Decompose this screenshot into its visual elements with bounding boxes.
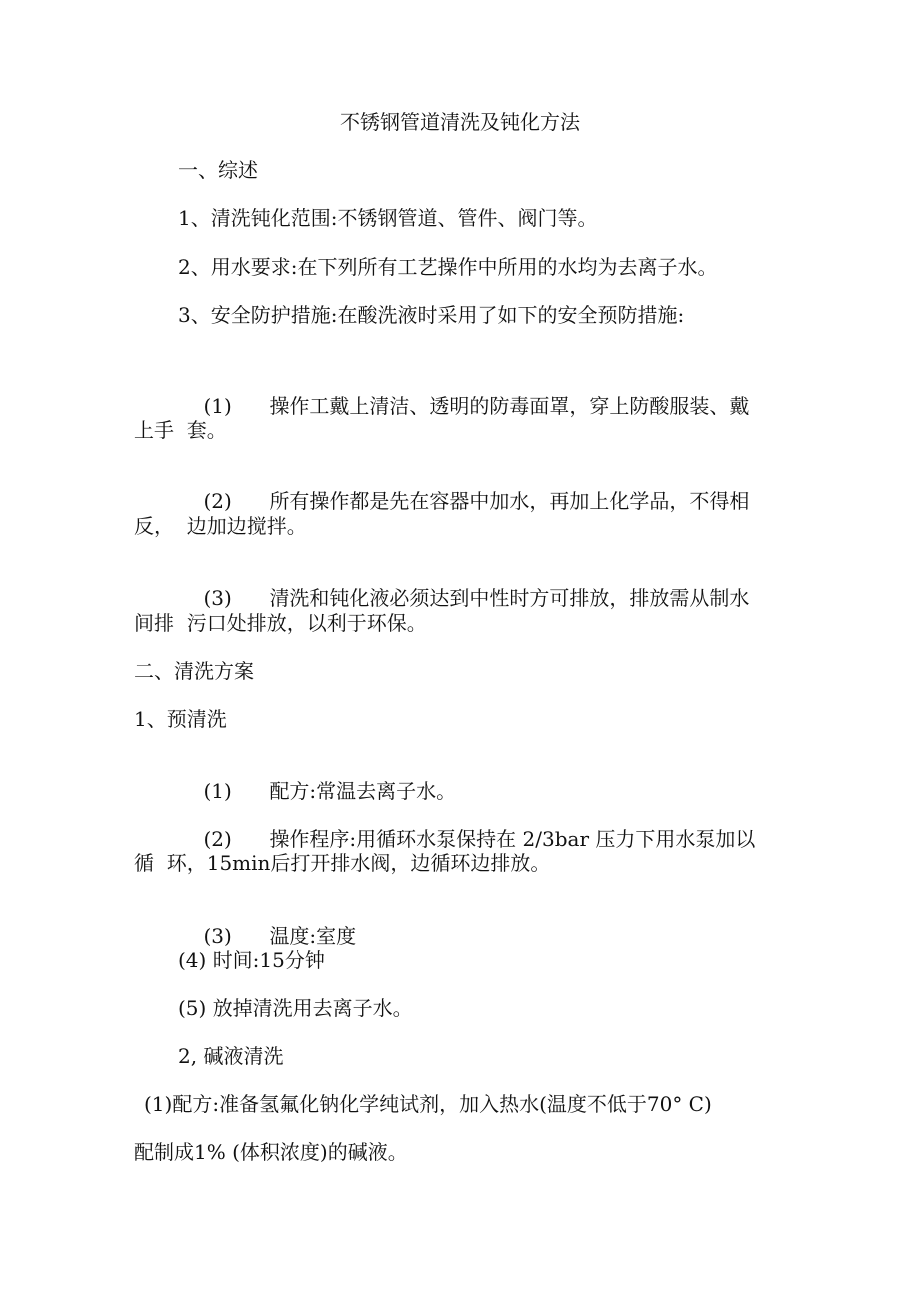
- item-number: (1): [203, 779, 232, 803]
- item-text: 温度:室度: [269, 924, 357, 948]
- paragraph-scope: 1、清洗钝化范围:不锈钢管道、管件、阀门等。: [178, 206, 598, 230]
- item-text: 操作工戴上清洁、透明的防毒面罩，穿上防酸服装、戴: [269, 394, 750, 418]
- safety-item-1: [178, 370, 749, 442]
- item-number: (3): [203, 586, 232, 610]
- item-text: 配方:常温去离子水。: [269, 779, 457, 803]
- paragraph-water-requirement: 2、用水要求:在下列所有工艺操作中所用的水均为去离子水。: [178, 255, 718, 279]
- pre-clean-item-4: (4) 时间:15分钟: [178, 948, 325, 972]
- safety-item-1-continued: 上手 套。: [134, 418, 227, 442]
- pre-clean-item-5: (5) 放掉清洗用去离子水。: [178, 996, 413, 1020]
- alkali-item-1: (1)配方:准备氢氟化钠化学纯试剂，加入热水(温度不低于70° C): [144, 1092, 712, 1116]
- paragraph-safety-measures: 3、安全防护措施:在酸洗液时采用了如下的安全预防措施:: [178, 303, 685, 327]
- section-heading-cleaning-plan: 二、清洗方案: [134, 659, 254, 683]
- safety-item-3-continued: 间排 污口处排放，以利于环保。: [134, 611, 427, 635]
- section-heading-overview: 一、综述: [178, 158, 258, 182]
- subsection-pre-cleaning: 1、预清洗: [134, 707, 227, 731]
- alkali-item-1-continued: 配制成1% (体积浓度)的碱液。: [134, 1140, 408, 1164]
- item-number: (2): [203, 827, 232, 851]
- document-title: 不锈钢管道清洗及钝化方法: [340, 110, 580, 134]
- item-text: 清洗和钝化液必须达到中性时方可排放，排放需从制水: [269, 586, 750, 610]
- item-number: (1): [203, 394, 232, 418]
- safety-item-2-continued: 反， 边加边搅拌。: [134, 514, 307, 538]
- item-text: 所有操作都是先在容器中加水，再加上化学品，不得相: [269, 489, 750, 513]
- item-text: 操作程序:用循环水泵保持在 2/3bar 压力下用水泵加以: [269, 827, 756, 851]
- pre-clean-item-2-continued: 循 环，15min后打开排水阀，边循环边排放。: [134, 851, 551, 875]
- subsection-alkali-cleaning: 2, 碱液清洗: [178, 1044, 284, 1068]
- item-number: (2): [203, 489, 232, 513]
- item-number: (3): [203, 924, 232, 948]
